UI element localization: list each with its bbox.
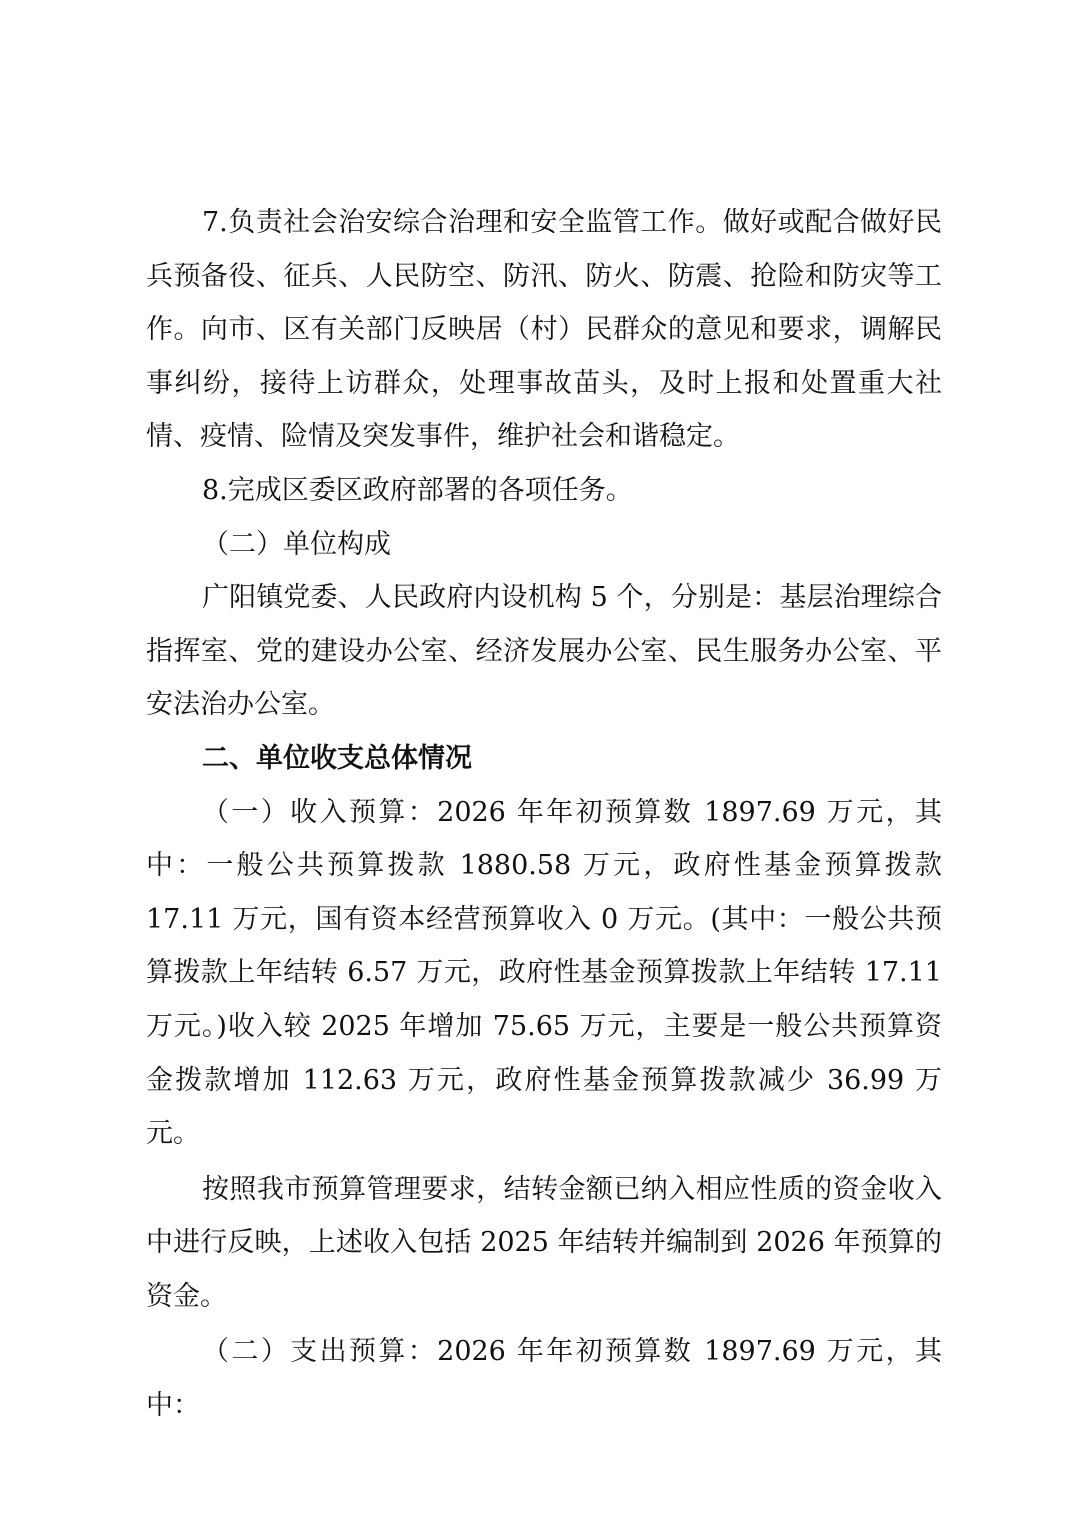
section-2-heading: 二、单位收支总体情况: [202, 742, 472, 774]
unit-composition-heading: （二）单位构成: [202, 528, 391, 560]
document-body: [146, 196, 942, 1433]
duty-item-8-paragraph: 8.完成区委区政府部署的各项任务。: [202, 474, 633, 506]
unit-composition-paragraph: 广阳镇党委、人民政府内设机构 5 个，分别是：基层治理综合指挥室、党的建设办公室、经济发展办公室、民生服务办公室、平安法治办公室。: [146, 582, 942, 721]
carryover-note-paragraph: 按照我市预算管理要求，结转金额已纳入相应性质的资金收入中进行反映，上述收入包括 2025 年结转并编制到 2026 年预算的资金。: [146, 1173, 942, 1312]
duty-item-7-paragraph: 7.负责社会治安综合治理和安全监管工作。做好或配合做好民兵预备役、征兵、人民防空、防汛、防火、防震、抢险和防灾等工作。向市、区有关部门反映居（村）民群众的意见和要求，调解民事纠纷，接待上访群众，处理事故苗头，及时上报和处置重大社情、疫情、险情及突发事件，维护社会和谐稳定。: [146, 207, 942, 453]
income-budget-paragraph: （一）收入预算：2026 年年初预算数 1897.69 万元，其中：一般公共预算拨款 1880.58 万元，政府性基金预算拨款 17.11 万元，国有资本经营预算收入 0 万元。(其中：一般公共预算拨款上年结转 6.57 万元，政府性基金预算拨款上年结转 17.11 万元。)收入较 2025 年增加 75.65 万元，主要是一般公共预算资金拨款增加 112.63 万元，政府性基金预算拨款减少 36.99 万元。: [146, 796, 942, 1150]
expenditure-budget-paragraph: （二）支出预算：2026 年年初预算数 1897.69 万元，其中：: [146, 1336, 942, 1422]
